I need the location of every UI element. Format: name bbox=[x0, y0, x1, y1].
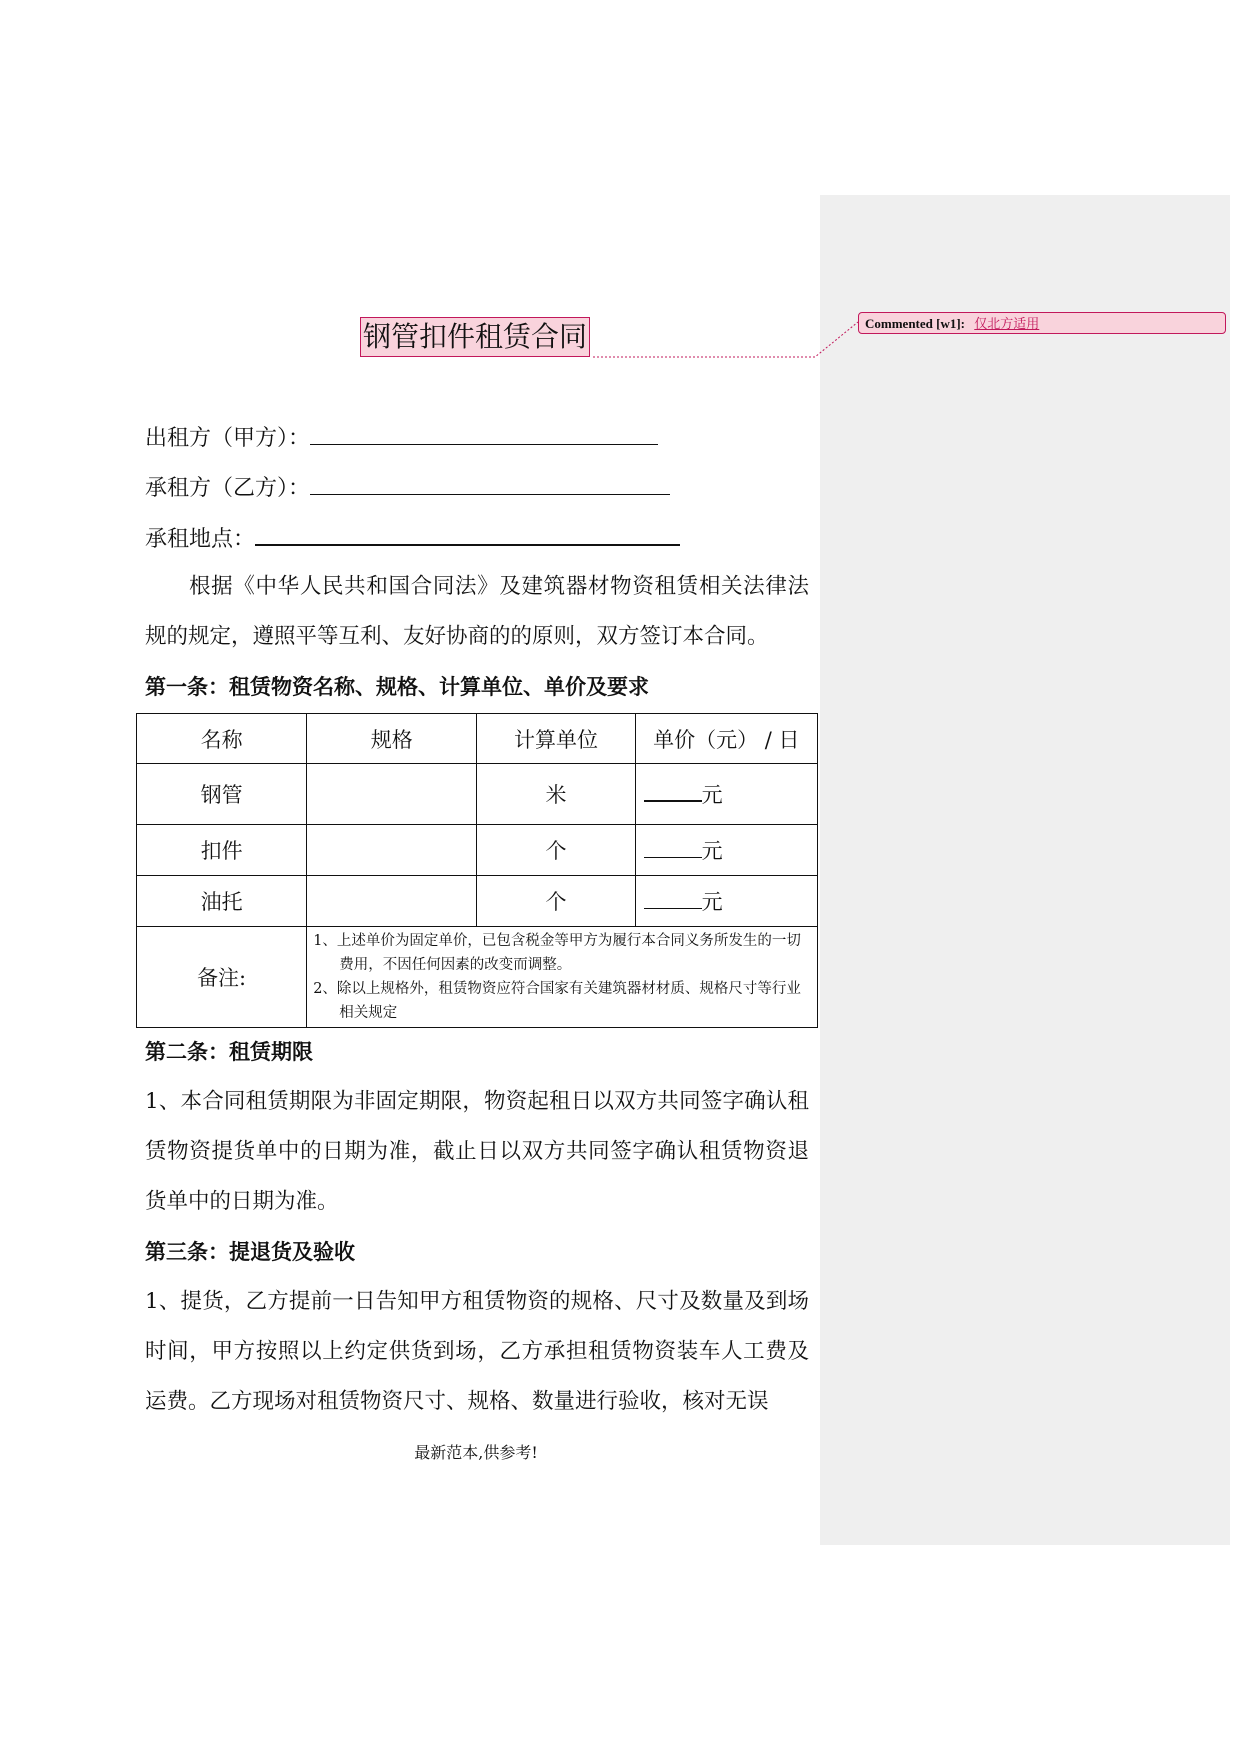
table-row bbox=[137, 876, 818, 927]
location-label: 承租地点： bbox=[145, 527, 256, 552]
table-row bbox=[137, 825, 818, 876]
comment-text[interactable]: 仅北方适用 bbox=[974, 316, 1040, 331]
row-price bbox=[635, 764, 817, 825]
col-header-name: 名称 bbox=[137, 714, 307, 764]
row-spec[interactable] bbox=[307, 764, 477, 825]
notes-label: 备注: bbox=[137, 927, 307, 1028]
col-header-price: 单价（元） / 日 bbox=[635, 714, 817, 764]
price-suffix: 元 bbox=[701, 839, 723, 863]
notes-row bbox=[137, 927, 818, 1028]
document-title[interactable]: 钢管扣件租赁合同 bbox=[360, 317, 590, 357]
table-header-row bbox=[137, 714, 818, 764]
price-blank[interactable] bbox=[644, 888, 702, 909]
lessee-line bbox=[145, 472, 670, 504]
article3-paragraph: 1、提货，乙方提前一日告知甲方租赁物资的规格、尺寸及数量及到场时间，甲方按照以上约定供货到场，乙方承担租赁物资装车人工费及运费。乙方现场对租赁物资尺寸、规格、数量进行验收，核对无误 bbox=[145, 1289, 809, 1414]
lessor-blank[interactable] bbox=[310, 422, 658, 445]
comment-label: Commented [w1]: bbox=[865, 316, 966, 331]
price-blank[interactable] bbox=[644, 780, 702, 802]
comment-balloon[interactable] bbox=[858, 312, 1226, 334]
row-spec[interactable] bbox=[307, 825, 477, 876]
page-footer: 最新范本,供参考! bbox=[414, 1443, 538, 1462]
lessee-label: 承租方（乙方）： bbox=[145, 476, 311, 501]
row-spec[interactable] bbox=[307, 876, 477, 927]
lessor-label: 出租方（甲方）： bbox=[145, 426, 311, 451]
price-blank[interactable] bbox=[644, 837, 702, 858]
price-suffix: 元 bbox=[701, 890, 723, 914]
note-item-2: 2、除以上规格外，租赁物资应符合国家有关建筑器材材质、规格尺寸等行业相关规定 bbox=[313, 981, 801, 1021]
note-item-1: 1、上述单价为固定单价，已包含税金等甲方为履行本合同义务所发生的一切费用，不因任何因素的改变而调整。 bbox=[313, 933, 801, 973]
row-unit: 个 bbox=[477, 876, 635, 927]
article1-heading: 第一条：租赁物资名称、规格、计算单位、单价及要求 bbox=[145, 675, 649, 699]
intro-paragraph: 根据《中华人民共和国合同法》及建筑器材物资租赁相关法律法规的规定，遵照平等互利、友好协商的的原则，双方签订本合同。 bbox=[145, 574, 809, 649]
article2-heading: 第二条：租赁期限 bbox=[145, 1040, 313, 1064]
goods-table bbox=[136, 713, 818, 1028]
row-name: 油托 bbox=[137, 876, 307, 927]
row-name: 扣件 bbox=[137, 825, 307, 876]
col-header-spec: 规格 bbox=[307, 714, 477, 764]
lessor-line bbox=[145, 422, 658, 454]
lessee-blank[interactable] bbox=[310, 472, 670, 495]
article3-heading: 第三条：提退货及验收 bbox=[145, 1240, 355, 1264]
notes-cell bbox=[307, 927, 818, 1028]
row-unit: 个 bbox=[477, 825, 635, 876]
location-line bbox=[145, 522, 680, 555]
price-suffix: 元 bbox=[701, 783, 723, 807]
table-row bbox=[137, 764, 818, 825]
col-header-unit: 计算单位 bbox=[477, 714, 635, 764]
location-blank[interactable] bbox=[255, 522, 680, 546]
row-name: 钢管 bbox=[137, 764, 307, 825]
row-price bbox=[635, 825, 817, 876]
article2-paragraph: 1、本合同租赁期限为非固定期限，物资起租日以双方共同签字确认租赁物资提货单中的日期为准，截止日以双方共同签字确认租赁物资退货单中的日期为准。 bbox=[145, 1089, 809, 1214]
row-unit: 米 bbox=[477, 764, 635, 825]
comment-pane bbox=[820, 195, 1230, 1545]
row-price bbox=[635, 876, 817, 927]
